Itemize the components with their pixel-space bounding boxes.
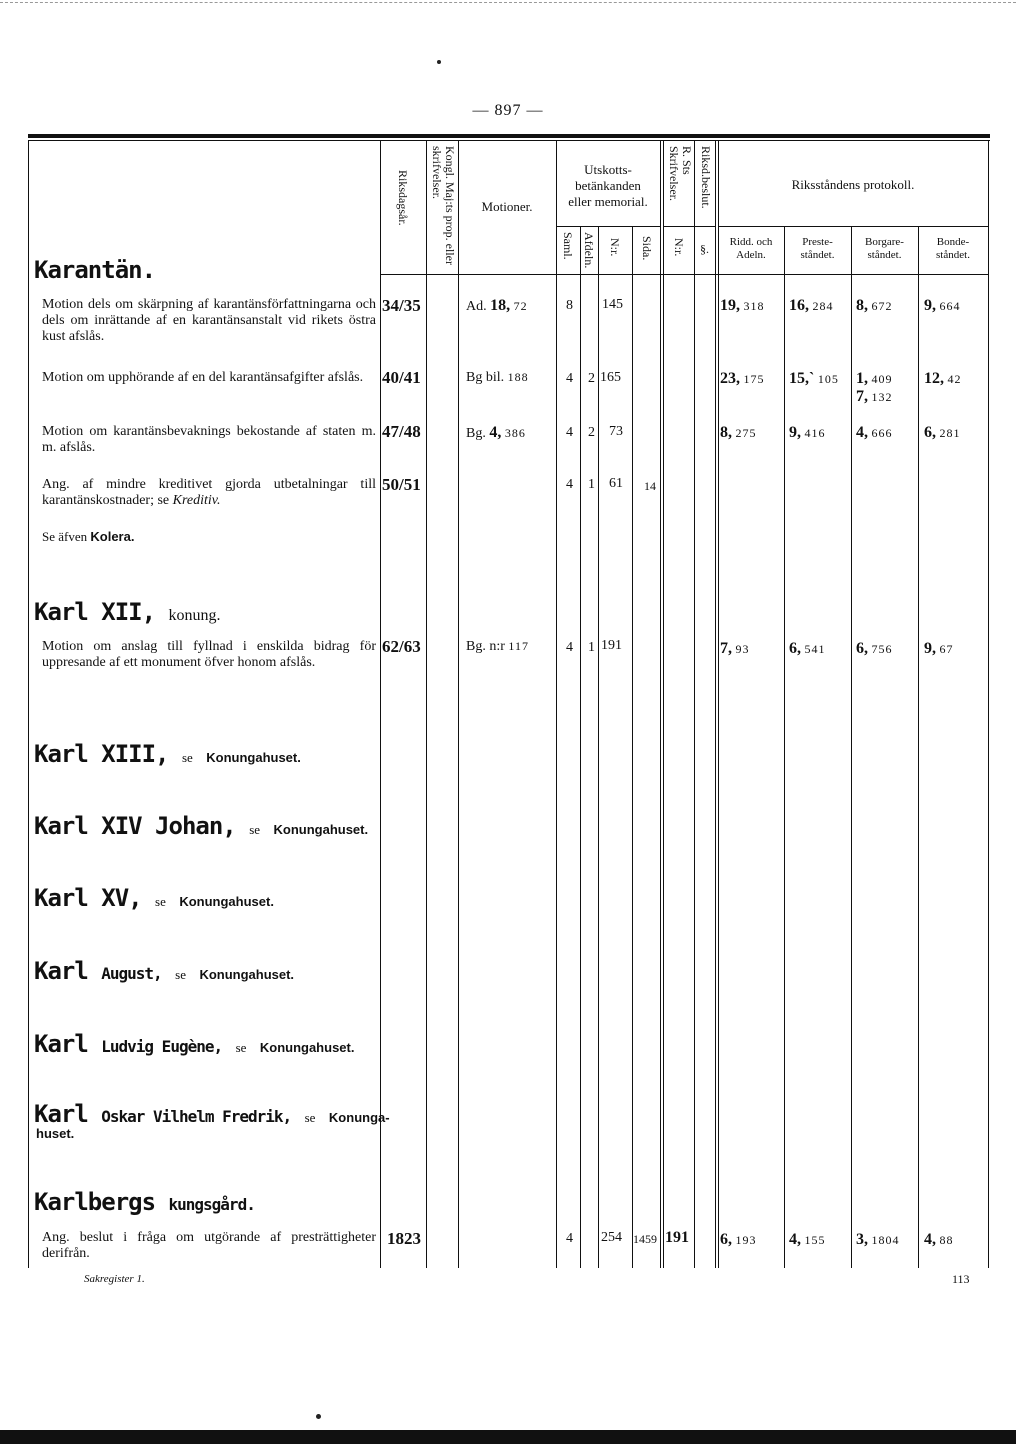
header-ridd: Ridd. och Adeln. bbox=[729, 236, 773, 261]
section-title-karl-xv: Karl XV, se Konungahuset. bbox=[34, 884, 274, 912]
borgare-ref-2: 7, 132 bbox=[856, 388, 893, 405]
motion-ref: Bg. 4, 386 bbox=[466, 424, 526, 441]
saml: 4 bbox=[566, 425, 573, 440]
motion-ref: Bg bil. 188 bbox=[466, 370, 529, 385]
nr: 61 bbox=[609, 476, 623, 491]
section-title-karl-ludvig-eugene: Karl Ludvig Eugène, se Konungahuset. bbox=[34, 1030, 355, 1058]
header-borgare: Borgare- ståndet. bbox=[865, 236, 904, 261]
header-rule-thin bbox=[28, 140, 990, 141]
see-also: Se äfven Kolera. bbox=[42, 529, 135, 544]
header-motioner: Motioner. bbox=[481, 199, 533, 214]
year: 40/41 bbox=[382, 368, 421, 387]
afdeln: 1 bbox=[588, 477, 595, 492]
afdeln: 2 bbox=[588, 425, 595, 440]
year: 62/63 bbox=[382, 637, 421, 656]
preste-ref: 6, 541 bbox=[789, 640, 826, 657]
sida: 14 bbox=[644, 479, 656, 493]
footer-signature: 113 bbox=[952, 1272, 970, 1286]
section-title-karl-august: Karl August, se Konungahuset. bbox=[34, 957, 295, 985]
nr: 73 bbox=[609, 424, 623, 439]
nr: 254 bbox=[601, 1230, 622, 1245]
bonde-ref: 9, 664 bbox=[924, 297, 961, 314]
header-afdeln: Afdeln. bbox=[582, 232, 596, 269]
section-title-karl-oskar-cont: huset. bbox=[36, 1126, 75, 1141]
header-riksd-beslut: Riksd.beslut. bbox=[699, 146, 713, 209]
section-title-karl-oskar: Karl Oskar Vilhelm Fredrik, se Konunga- bbox=[34, 1100, 390, 1128]
page-number: — 897 — bbox=[472, 102, 544, 119]
preste-ref: 15,` 105 bbox=[789, 370, 839, 387]
section-title-karl-xii: Karl XII, konung. bbox=[34, 598, 221, 626]
header-bonde: Bonde- ståndet. bbox=[936, 236, 970, 261]
header-rsts: R. Sts Skrifvelser. bbox=[667, 146, 694, 201]
header-riksdagsar: Riksdagsår. bbox=[396, 170, 410, 226]
ridd-ref: 7, 93 bbox=[720, 640, 750, 657]
header-nr: N:r. bbox=[608, 238, 622, 257]
section-title-karl-xiii: Karl XIII, se Konungahuset. bbox=[34, 740, 301, 768]
header-preste: Preste- ståndet. bbox=[800, 236, 835, 261]
preste-ref: 4, 155 bbox=[789, 1231, 826, 1248]
borgare-ref: 4, 666 bbox=[856, 424, 893, 441]
entry-text: Motion dels om skärpning af karantänsförfattningarna och dels om inrättande af en karantänsanstalt vid rikets östra kust afslås. bbox=[42, 297, 376, 344]
entry-text: Motion om karantänsbevaknings bekostande af staten m. m. afslås. bbox=[42, 424, 376, 455]
bonde-ref: 9, 67 bbox=[924, 640, 954, 657]
preste-ref: 9, 416 bbox=[789, 424, 826, 441]
header-kongl-prop: Kongl. Maj:ts prop. eller skrifvelser. bbox=[430, 146, 457, 265]
borgare-ref: 1, 409 bbox=[856, 370, 893, 387]
bonde-ref: 12, 42 bbox=[924, 370, 962, 387]
saml: 8 bbox=[566, 298, 573, 313]
afdeln: 1 bbox=[588, 640, 595, 655]
bonde-ref: 4, 88 bbox=[924, 1231, 954, 1248]
header-protokoll: Riksståndens protokoll. bbox=[791, 177, 915, 192]
entry-text: Motion om anslag till fyllnad i enskilda bidrag för uppresande af ett monument öfver honom afslås. bbox=[42, 639, 376, 670]
preste-ref: 16, 284 bbox=[789, 297, 834, 314]
borgare-ref: 6, 756 bbox=[856, 640, 893, 657]
year: 47/48 bbox=[382, 422, 421, 441]
speck bbox=[437, 60, 441, 64]
saml: 4 bbox=[566, 640, 573, 655]
rsts-nr: 191 bbox=[665, 1229, 689, 1246]
scan-edge-band bbox=[0, 1430, 1016, 1444]
section-title-karlbergs: Karlbergs kungsgård. bbox=[34, 1188, 255, 1216]
entry-text: Motion om upphörande af en del karantänsafgifter afslås. bbox=[42, 370, 364, 385]
motion-ref: Bg. n:r 117 bbox=[466, 639, 529, 654]
speck bbox=[316, 1414, 321, 1419]
bonde-ref: 6, 281 bbox=[924, 424, 961, 441]
ridd-ref: 8, 275 bbox=[720, 424, 757, 441]
year: 34/35 bbox=[382, 296, 421, 315]
header-sida: Sida. bbox=[640, 236, 654, 261]
motion-ref: Ad. 18, 72 bbox=[466, 297, 528, 314]
nr: 165 bbox=[600, 370, 621, 385]
header-rsts-nr: N:r. bbox=[672, 238, 686, 257]
header-paragraph: §. bbox=[700, 242, 709, 256]
saml: 4 bbox=[566, 1231, 573, 1246]
borgare-ref: 3, 1804 bbox=[856, 1231, 900, 1248]
header-utskotts: Utskotts- betänkanden eller memorial. bbox=[568, 162, 648, 209]
ridd-ref: 6, 193 bbox=[720, 1231, 757, 1248]
top-edge-line bbox=[0, 2, 1016, 4]
year: 50/51 bbox=[382, 475, 421, 494]
borgare-ref: 8, 672 bbox=[856, 297, 893, 314]
afdeln: 2 bbox=[588, 371, 595, 386]
entry-text: Ang. beslut i fråga om utgörande af presträttigheter derifrån. bbox=[42, 1230, 376, 1261]
entry-text: Ang. af mindre kreditivet gjorda utbetalningar till karantänskostnader; se Kreditiv. bbox=[42, 477, 376, 508]
header-rule-thick bbox=[28, 134, 990, 138]
nr: 145 bbox=[602, 297, 623, 312]
section-title-karl-xiv-johan: Karl XIV Johan, se Konungahuset. bbox=[34, 812, 369, 840]
saml: 4 bbox=[566, 477, 573, 492]
section-title-karantan: Karantän. bbox=[34, 256, 156, 284]
nr: 191 bbox=[601, 638, 622, 653]
year: 1823 bbox=[387, 1229, 421, 1248]
saml: 4 bbox=[566, 371, 573, 386]
ridd-ref: 23, 175 bbox=[720, 370, 765, 387]
footer-register: Sakregister 1. bbox=[84, 1273, 145, 1285]
ridd-ref: 19, 318 bbox=[720, 297, 765, 314]
sida: 1459 bbox=[633, 1232, 657, 1246]
header-saml: Saml. bbox=[561, 232, 575, 260]
